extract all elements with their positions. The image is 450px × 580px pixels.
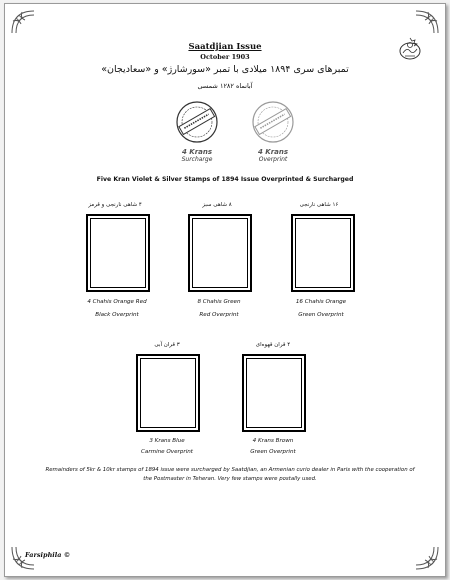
slot-3-overprint: Green Overprint (298, 311, 344, 318)
overprint-value: 4 Krans (257, 148, 289, 156)
slot-2-denomination: 8 Chahis Green (197, 299, 241, 305)
overprint-caption (233, 148, 313, 163)
slot-1-denomination: 4 Chahis Orange Red (87, 299, 147, 305)
corner-ornament-bottom-right (414, 545, 440, 571)
persian-subtitle: آبانماه ۱۲۸۲ شمسی (197, 82, 253, 90)
surcharge-caption (157, 148, 237, 163)
slot-5-persian-label: ۴ قران قهوه‌ای (255, 342, 291, 348)
slot-3-caption (271, 299, 371, 318)
issue-date: October 1903 (200, 53, 250, 61)
corner-ornament-top-right (414, 9, 440, 35)
slot-5-denomination: 4 Krans Brown (252, 438, 294, 444)
slot-2-caption (169, 299, 269, 318)
persian-title: تمبرهای سری ۱۸۹۴ میلادی با تمبر «سورشارژ» و «سعادیجان» (101, 64, 349, 75)
stamp-slot-3-krans[interactable] (136, 354, 200, 432)
album-page (4, 3, 446, 577)
slot-3-persian-label: ۱۶ شاهی نارنجی (299, 202, 339, 208)
historical-note: Remainders of 5kr & 10kr stamps of 1894 issue were surcharged by Saatdjian, an Armenian curio dealer in Paris with the cooperation of the Postmaster in Teheran. Very few stamps were postally used. (45, 467, 415, 482)
slot-1-persian-label: ۴ شاهی نارنجی و قرمز (88, 202, 142, 208)
overprint-type: Overprint (258, 156, 288, 163)
slot-5-caption (223, 438, 323, 455)
slot-4-overprint: Carmine Overprint (141, 448, 193, 455)
corner-ornament-top-left (10, 9, 36, 35)
slot-3-denomination: 16 Chahis Orange (295, 299, 347, 305)
slot-5-overprint: Green Overprint (250, 448, 296, 455)
stamp-slot-4-krans[interactable] (242, 354, 306, 432)
overprint-specimen-image (245, 97, 301, 147)
stamp-slot-4-chahis[interactable] (86, 214, 150, 292)
slot-1-caption (67, 299, 167, 318)
surcharge-specimen-image (169, 97, 225, 147)
slot-4-denomination: 3 Krans Blue (149, 438, 185, 444)
surcharge-value: 4 Krans (181, 148, 213, 156)
slot-4-persian-label: ۳ قران آبی (154, 342, 180, 348)
stamp-slot-8-chahis[interactable] (188, 214, 252, 292)
page-title: Saatdjian Issue (188, 42, 262, 52)
slot-2-overprint: Red Overprint (199, 311, 239, 318)
slot-2-persian-label: ۸ شاهی سبز (202, 202, 232, 208)
surcharge-type: Surcharge (181, 156, 213, 163)
footer-copyright: Farsiphila © (25, 551, 71, 559)
slot-4-caption (117, 438, 217, 455)
section-title: Five Kran Violet & Silver Stamps of 1894 Issue Overprinted & Surcharged (96, 176, 354, 183)
stamp-slot-16-chahis[interactable] (291, 214, 355, 292)
slot-1-overprint: Black Overprint (95, 311, 139, 318)
